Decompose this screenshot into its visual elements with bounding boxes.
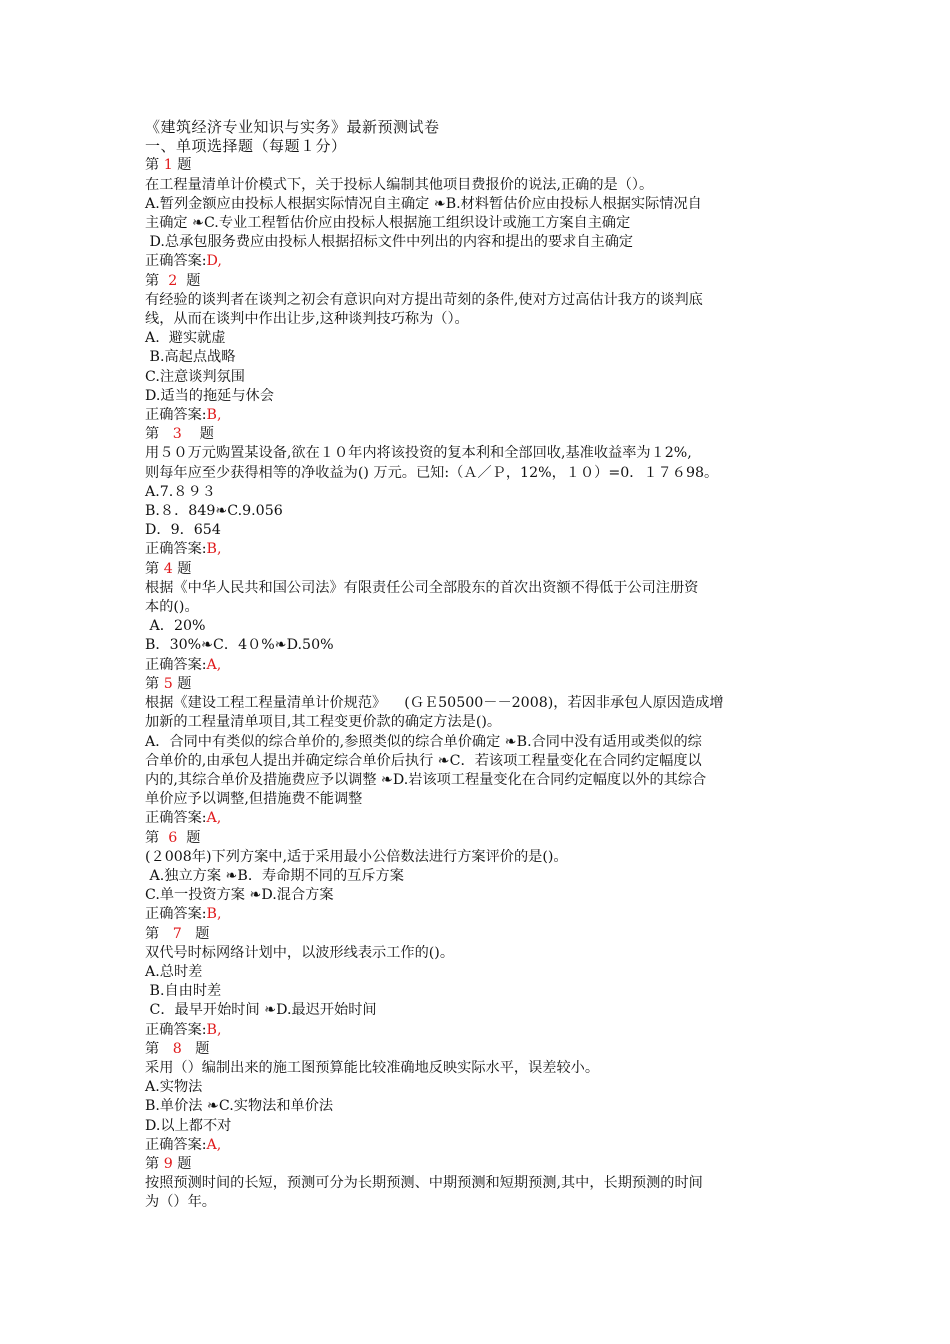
answer-value: B, [206,906,222,923]
question-stem-line: 线，从而在谈判中作出让步,这种谈判技巧称为（）。 [145,311,469,328]
question-header [145,1040,815,1059]
answer-label: 正确答案: [145,253,207,270]
option-line: 内的,其综合单价及措施费应予以调整 ❧D.岩该项工程量变化在合同约定幅度以外的其综合 [145,771,707,788]
answer-line [145,905,815,924]
question-header-suffix: 题 [172,157,192,174]
question-number: 8 [172,1040,182,1057]
question-header-prefix: 第 [145,560,164,577]
question-header-prefix: 第 [145,272,169,289]
question-number: 9 [163,1155,173,1172]
question-header-prefix: 第 [145,675,164,692]
question-header-suffix: 题 [172,560,192,577]
question-stem-line: 有经验的谈判者在谈判之初会有意识向对方提出苛刻的条件,使对方过高估计我方的谈判底 [145,291,703,308]
question-stem-line: (２008年)下列方案中,适于采用最小公倍数法进行方案评价的是()。 [145,848,568,865]
answer-line [145,809,815,828]
question-stem-line: 采用（）编制出来的施工图预算能比较准确地反映实际水平，误差较小。 [145,1059,600,1076]
question-header-prefix: 第 [145,925,173,942]
answer-label: 正确答案: [145,906,207,923]
answer-label: 正确答案: [145,407,207,424]
question-number: 7 [172,925,182,942]
answer-value: B, [206,541,222,558]
question-number: 2 [168,272,178,289]
option-line: C．最早开始时间 ❧D.最迟开始时间 [145,1002,377,1019]
option-line: A．合同中有类似的综合单价的,参照类似的综合单价确定 ❧B.合同中没有适用或类似的综 [145,733,702,750]
option-line: A.7.８９３ [145,483,216,500]
question-header-prefix: 第 [145,1040,173,1057]
answer-line [145,1136,815,1155]
question-stem-line: 双代号时标网络计划中，以波形线表示工作的()。 [145,944,455,961]
answer-label: 正确答案: [145,656,207,673]
question-header-suffix: 题 [172,675,192,692]
option-line: C.单一投资方案 ❧D.混合方案 [145,887,334,904]
question-header [145,925,815,944]
question-header-prefix: 第 [145,829,169,846]
answer-line [145,540,815,559]
option-line: D．9．654 [145,522,221,539]
question-number: 1 [163,157,173,174]
question-number: 4 [163,560,173,577]
option-line: A. 避实就虚 [145,330,226,347]
answer-value: B, [206,1021,222,1038]
option-line: A．20% [145,618,206,635]
question-stem-line: 本的()。 [145,599,199,616]
question-stem-line: 用５０万元购置某设备,欲在１０年内将该投资的复本利和全部回收,基准收益率为１2%, [145,445,692,462]
document-page [145,118,815,1213]
question-header [145,560,815,579]
question-block [145,1155,815,1213]
question-block [145,272,815,426]
question-block [145,1040,815,1155]
question-stem-line: 根据《建设工程工程量清单计价规范》 (ＧＥ50500－－2008)，若因非承包人原因造成增 [145,695,724,712]
option-line: B.高起点战略 [145,349,236,366]
answer-value: A, [206,810,222,827]
question-stem-line: 按照预测时间的长短，预测可分为长期预测、中期预测和短期预测,其中，长期预测的时间 [145,1175,703,1192]
question-number: 3 [172,426,182,443]
question-stem-line: 在工程量清单计价模式下，关于投标人编制其他项目费报价的说法,正确的是（）。 [145,176,654,193]
option-line: A.实物法 [145,1079,203,1096]
option-line: 合单价的,由承包人提出并确定综合单价后执行 ❧C．若该项工程量变化在合同约定幅度以 [145,752,702,769]
answer-label: 正确答案: [145,1021,207,1038]
question-header [145,156,815,175]
question-header [145,675,815,694]
document-title: 《建筑经济专业知识与实务》最新预测试卷 [145,118,440,136]
question-header-prefix: 第 [145,1155,164,1172]
question-stem-line: 为（）年。 [145,1194,216,1211]
option-line: D.以上都不对 [145,1117,232,1134]
question-header-suffix: 题 [172,1155,192,1172]
question-number: 5 [163,675,173,692]
question-list [145,156,815,1212]
option-line: B.８．849❧C.9.056 [145,503,283,520]
question-header [145,1155,815,1174]
option-line: A.暂列金额应由投标人根据实际情况自主确定 ❧B.材料暂估价应由投标人根据实际情况自 [145,195,702,212]
option-line: B.自由时差 [145,983,222,1000]
question-block [145,156,815,271]
answer-line [145,656,815,675]
answer-line [145,252,815,271]
option-line: B．30%❧C．4０%❧D.50% [145,637,334,654]
question-block [145,829,815,925]
answer-value: A, [206,1136,222,1153]
question-number: 6 [168,829,178,846]
option-line: 单价应予以调整,但措施费不能调整 [145,791,363,808]
option-line: B.单价法 ❧C.实物法和单价法 [145,1098,334,1115]
option-line: C.注意谈判氛围 [145,368,245,385]
question-header-suffix: 题 [177,829,201,846]
question-stem-line: 加新的工程量清单项目,其工程变更价款的确定方法是()。 [145,714,502,731]
question-block [145,925,815,1040]
question-block [145,425,815,559]
answer-label: 正确答案: [145,1136,207,1153]
answer-label: 正确答案: [145,541,207,558]
answer-label: 正确答案: [145,810,207,827]
section-heading: 一、单项选择题（每题１分） [145,137,347,156]
question-header [145,425,815,444]
option-line: D.总承包服务费应由投标人根据招标文件中列出的内容和提出的要求自主确定 [145,234,634,251]
answer-value: A, [206,656,222,673]
option-line: A.总时差 [145,963,203,980]
question-header-prefix: 第 [145,426,173,443]
question-header [145,272,815,291]
question-header-prefix: 第 [145,157,164,174]
question-block [145,560,815,675]
answer-line [145,1021,815,1040]
question-header-suffix: 题 [181,1040,210,1057]
question-stem-line: 则每年应至少获得相等的净收益为() 万元。已知:（Ａ／Ｐ，12%，１０）=0．１７６98。 [145,464,719,481]
answer-value: B, [206,407,222,424]
question-block [145,675,815,829]
question-header [145,829,815,848]
option-line: 主确定 ❧C.专业工程暂估价应由投标人根据施工组织设计或施工方案自主确定 [145,215,631,232]
option-line: A.独立方案 ❧B．寿命期不同的互斥方案 [145,867,404,884]
question-header-suffix: 题 [181,426,214,443]
question-header-suffix: 题 [177,272,201,289]
answer-line [145,406,815,425]
question-stem-line: 根据《中华人民共和国公司法》有限责任公司全部股东的首次出资额不得低于公司注册资 [145,579,699,596]
answer-value: D, [206,253,222,270]
question-header-suffix: 题 [181,925,210,942]
option-line: D.适当的拖延与休会 [145,387,274,404]
